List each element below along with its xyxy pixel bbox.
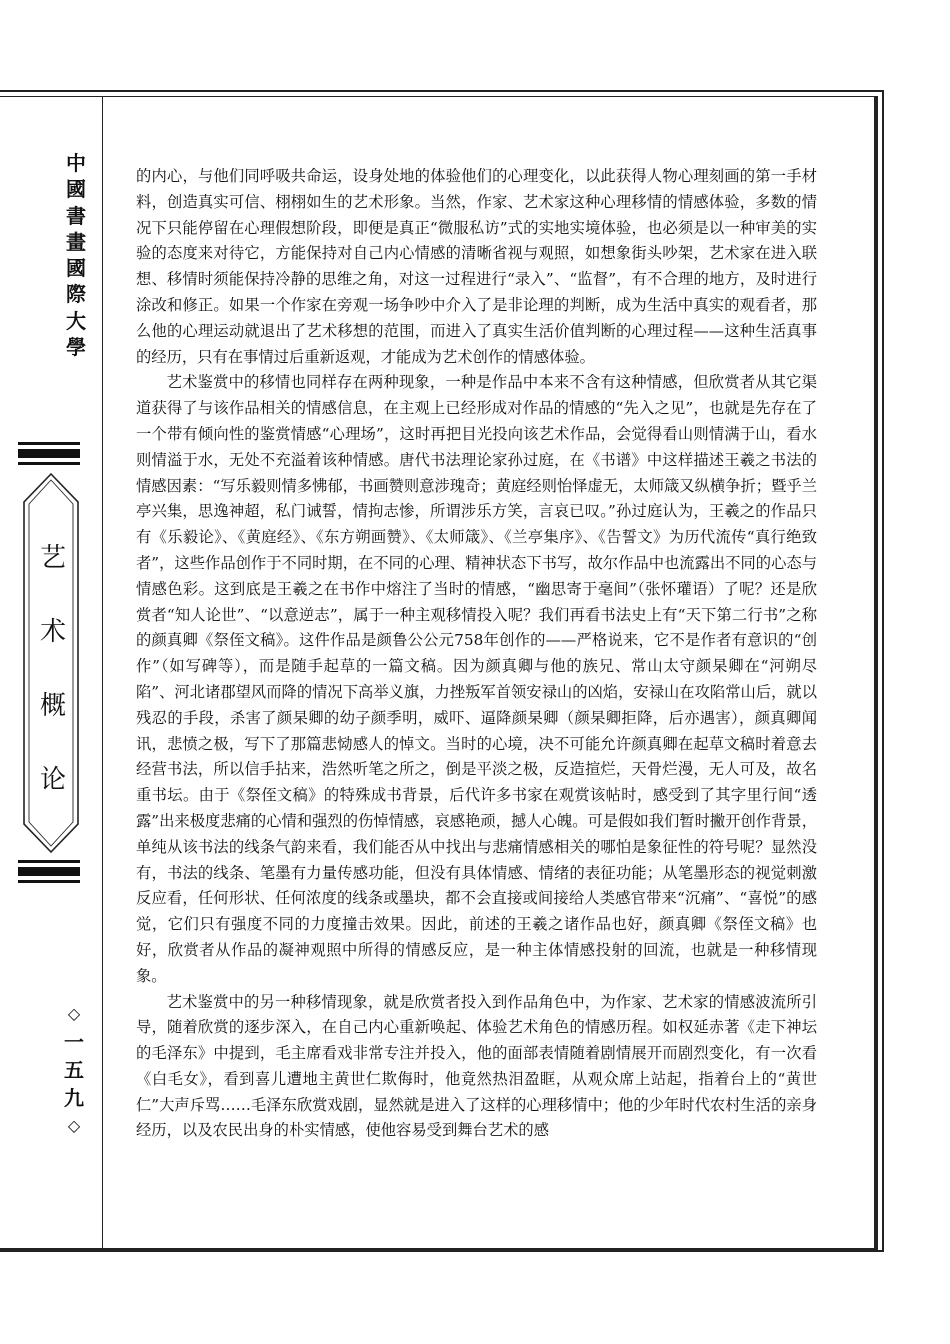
ornament-band: [18, 880, 80, 883]
school-name: [60, 150, 92, 360]
book-title-char: 术: [39, 617, 66, 647]
school-char: 大: [66, 308, 86, 333]
page-number-char: 一: [64, 1030, 84, 1054]
school-char: 中: [66, 151, 86, 175]
school-char: 學: [66, 335, 86, 360]
school-char: 書: [66, 203, 86, 228]
diamond-icon: ◇: [67, 1004, 81, 1023]
page-number-char: 五: [64, 1058, 84, 1082]
page-number: [60, 1000, 88, 1140]
book-title-char: 艺: [39, 543, 66, 573]
ornament-band: [18, 462, 80, 465]
body-text: [136, 164, 817, 1144]
diamond-icon: ◇: [67, 1116, 81, 1135]
school-char: 國: [66, 256, 86, 281]
paragraph: 的内心，与他们同呼吸共命运，设身处地的体验他们的心理变化，以此获得人物心理刻画的第一手材料，创造真实可信、栩栩如生的艺术形象。当然，作家、艺术家这种心理移情的情感体验，多数的情况下只能停留在心理假想阶段，即便是真正“微服私访”式的实地实境体验，也必须是以一种审美的实验的态度来对待它，方能保持对自己内心情感的清晰省视与观照，如想象街头吵架，艺术家在进入联想、移情时须能保持冷静的思维之角，对这一过程进行“录入”、“监督”，有不合理的地方，及时进行涂改和修正。如果一个作家在旁观一场争吵中介入了是非论理的判断，成为生活中真实的观看者，那么他的心理运动就退出了艺术移想的范围，而进入了真实生活价值判断的心理过程——这种生活真事的经历，只有在事情过后重新返观，才能成为艺术创作的情感体验。: [136, 167, 817, 366]
school-char: 際: [66, 282, 86, 307]
book-title-char: 概: [39, 691, 66, 721]
paragraph: 艺术鉴赏中的另一种移情现象，就是欣赏者投入到作品角色中，为作家、艺术家的情感波流所引导，随着欣赏的逐步深入，在自己内心重新唤起、体验艺术角色的情感历程。如权延赤著《走下神坛的毛泽东》中提到，毛主席看戏非常专注并投入，他的面部表情随着剧情展开而剧烈变化，有一次看《白毛女》，看到喜儿遭地主黄世仁欺侮时，他竟然热泪盈眶，从观众席上站起，指着台上的“黄世仁”大声斥骂……毛泽东欣赏戏剧，显然就是进入了这样的心理移情中；他的少年时代农村生活的亲身经历，以及农民出身的朴实情感，使他容易受到舞台艺术的感: [136, 992, 817, 1140]
ornament-band: [18, 449, 80, 458]
sidebar-divider: [102, 96, 103, 1252]
ornament-band: [18, 860, 80, 863]
book-title-char: 论: [39, 765, 66, 795]
book-title: [36, 545, 70, 841]
ornament-band: [18, 442, 80, 445]
ornament-band: [18, 867, 80, 876]
school-char: 畫: [66, 229, 86, 254]
school-char: 國: [66, 177, 86, 202]
paragraph: 艺术鉴赏中的移情也同样存在两种现象，一种是作品中本来不含有这种情感，但欣赏者从其它渠道获得了与该作品相关的情感信息，在主观上已经形成对作品的情感的“先入之见”，也就是先存在了一个带有倾向性的鉴赏情感“心理场”，这时再把目光投向该艺术作品，会觉得看山则情满于山，看水则情溢于水，无处不充溢着该种情感。唐代书法理论家孙过庭，在《书谱》中这样描述王羲之书法的情感因素：“写乐毅则情多怫郁，书画赞则意涉瑰奇；黄庭经则怡怿虚无，太师箴又纵横争折；暨乎兰亭兴集，思逸神超，私门诫誓，情拘志惨，所谓涉乐方笑，言哀已叹。”孙过庭认为，王羲之的作品只有《乐毅论》、《黄庭经》、《东方朔画赞》、《太师箴》、《兰亭集序》、《告誓文》为历代流传“真行绝致者”，这些作品创作于不同时期，在不同的心理、精神状态下书写，故尔作品中也流露出不同的心态与情感色彩。这到底是王羲之在书作中熔注了当时的情感，“幽思寄于毫间”（张怀瓘语）了呢？还是欣赏者“知人论世”、“以意逆志”，属于一种主观移情投入呢？我们再看书法史上有“天下第二行书”之称的颜真卿《祭侄文稿》。这件作品是颜鲁公公元758年创作的——严格说来，它不是作者有意识的“创作”（如写碑等），而是随手起草的一篇文稿。因为颜真卿与他的族兄、常山太守颜杲卿在“河朔尽陷”、河北诸郡望风而降的情况下高举义旗，力挫叛军首领安禄山的凶焰，安禄山在攻陷常山后，就以残忍的手段，杀害了颜杲卿的幼子颜季明，威吓、逼降颜杲卿（颜杲卿拒降，后亦遇害），颜真卿闻讯，悲愤之极，写下了那篇悲恸感人的悼文。当时的心境，决不可能允许颜真卿在起草文稿时着意去经营书法，所以信手拈来，浩然听笔之所之，倒是平淡之极，反造揎烂，天骨烂漫，无人可及，故名重书坛。由于《祭侄文稿》的特殊成书背景，后代许多书家在观赏该帖时，感受到了其字里行间“透露”出来极度悲痛的心情和强烈的伤悼情感，哀感艳顽，撼人心魄。可是假如我们暂时撇开创作背景，单纯从该书法的线条气韵来看，我们能否从中找出与悲痛情感相关的哪怕是象征性的符号呢？显然没有，书法的线条、笔墨有力量传感功能，但没有具体情感、情绪的表征功能；从笔墨形态的视觉刺激反应看，任何形状、任何浓度的线条或墨块，都不会直接或间接给人类感官带来“沉痛”、“喜悦”的感觉，它们只有强度不同的力度撞击效果。因此，前述的王羲之诸作品也好，颜真卿《祭侄文稿》也好，欣赏者从作品的凝神观照中所得的情感反应，是一种主体情感投射的回流，也就是一种移情现象。: [136, 373, 817, 985]
page-number-char: 九: [64, 1086, 84, 1110]
